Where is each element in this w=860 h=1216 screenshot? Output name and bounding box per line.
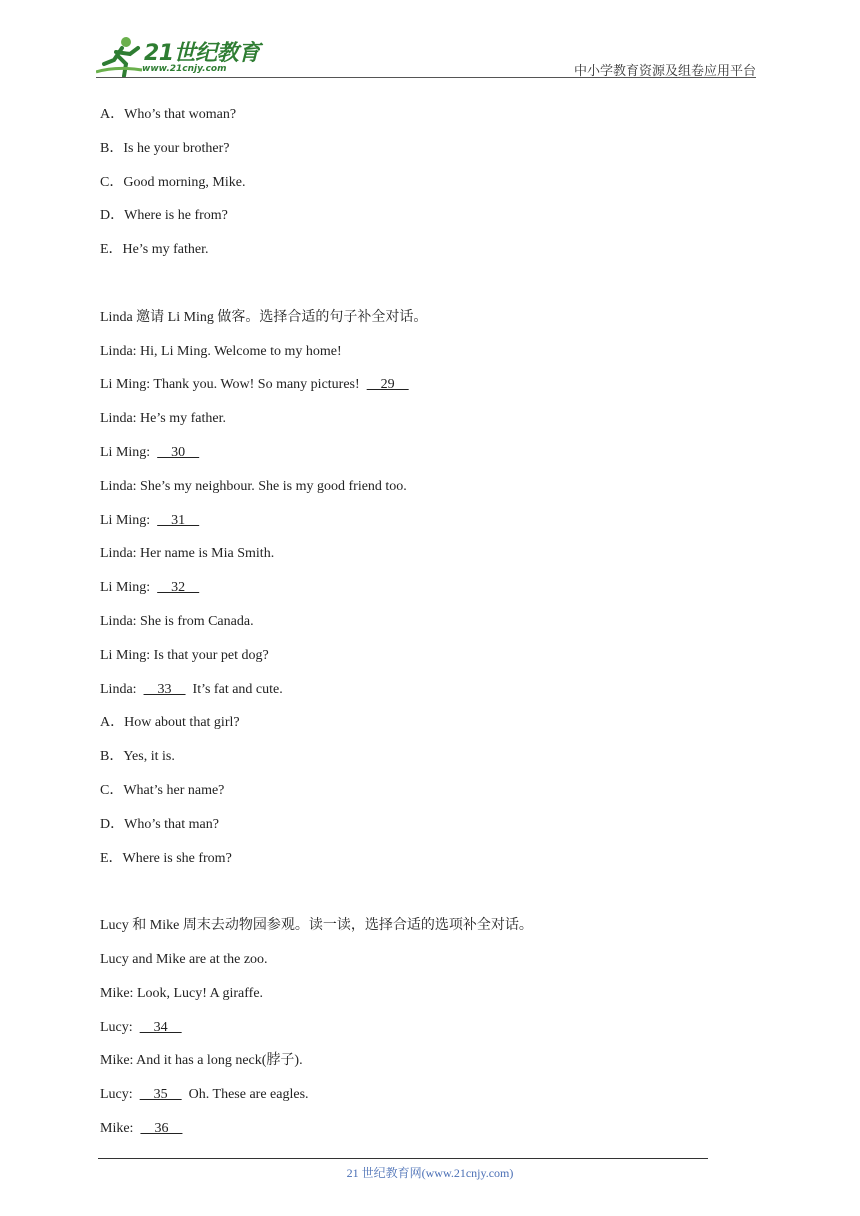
dialogue-line: Mike: 36 [100, 1118, 740, 1152]
dialogue-line: Linda: Her name is Mia Smith. [100, 546, 275, 562]
dialogue-line: Lucy: 34 [100, 1017, 740, 1051]
dialogue-line: Li Ming: Is that your pet dog? [100, 647, 269, 663]
section-instruction: Lucy 和 Mike 周末去动物园参观。读一读，选择合适的选项补全对话。 [100, 918, 533, 934]
header-slogan: 中小学教育资源及组卷应用平台 [573, 63, 756, 78]
site-logo [96, 34, 276, 78]
option-line: E．Where is she from? [100, 850, 232, 866]
answer-blank: 33 [143, 681, 186, 697]
section3-dialogue [100, 915, 740, 1152]
header-divider [96, 77, 756, 78]
runner-logo-icon [96, 34, 146, 78]
logo-url: www.21cnjy.com [142, 64, 227, 74]
section2-dialogue [100, 307, 740, 882]
dialogue-line: Li Ming: 32 [100, 577, 740, 611]
page-footer: 21 世纪教育网(www.21cnjy.com) [346, 1166, 514, 1180]
answer-blank: 29 [366, 377, 409, 393]
option-line: C．Good morning, Mike. [100, 174, 246, 190]
answer-blank: 31 [157, 512, 200, 528]
answer-blank: 36 [140, 1120, 183, 1136]
logo-text: 21世纪教育 [144, 41, 260, 66]
dialogue-line: Lucy: 35 Oh. These are eagles. [100, 1084, 740, 1118]
dialogue-line: Linda: She is from Canada. [100, 613, 254, 629]
page-header [96, 30, 756, 80]
option-line: D．Who’s that man? [100, 816, 219, 832]
option-line: B．Yes, it is. [100, 749, 175, 765]
answer-blank: 30 [157, 444, 200, 460]
footer-divider [98, 1158, 708, 1159]
dialogue-line: Lucy and Mike are at the zoo. [100, 951, 268, 967]
section-spacer [100, 273, 740, 307]
dialogue-line: Linda: He’s my father. [100, 411, 226, 427]
option-line: A．Who’s that woman? [100, 107, 237, 122]
option-line: A．How about that girl? [100, 715, 240, 731]
dialogue-line: Linda: She’s my neighbour. She is my good friend too. [100, 478, 407, 494]
dialogue-line: Mike: And it has a long neck(脖子). [100, 1053, 303, 1069]
answer-blank: 34 [139, 1019, 182, 1035]
answer-blank: 35 [139, 1087, 182, 1103]
option-line: D．Where is he from? [100, 208, 228, 224]
dialogue-line: Linda: 33 It’s fat and cute. [100, 679, 740, 713]
dialogue-line: Li Ming: Thank you. Wow! So many pictures! 29 [100, 374, 740, 408]
dialogue-line: Linda: Hi, Li Ming. Welcome to my home! [100, 343, 342, 359]
document-body [100, 104, 740, 1152]
option-line: C．What’s her name? [100, 782, 225, 798]
dialogue-line: Li Ming: 30 [100, 442, 740, 476]
dialogue-line: Mike: Look, Lucy! A giraffe. [100, 985, 264, 1001]
dialogue-line: Li Ming: 31 [100, 510, 740, 544]
section-instruction: Linda 邀请 Li Ming 做客。选择合适的句子补全对话。 [100, 309, 428, 325]
answer-blank: 32 [157, 580, 200, 596]
section-spacer [100, 881, 740, 915]
section1-options [100, 104, 740, 273]
option-line: B．Is he your brother? [100, 140, 230, 156]
option-line: E．He’s my father. [100, 242, 209, 258]
